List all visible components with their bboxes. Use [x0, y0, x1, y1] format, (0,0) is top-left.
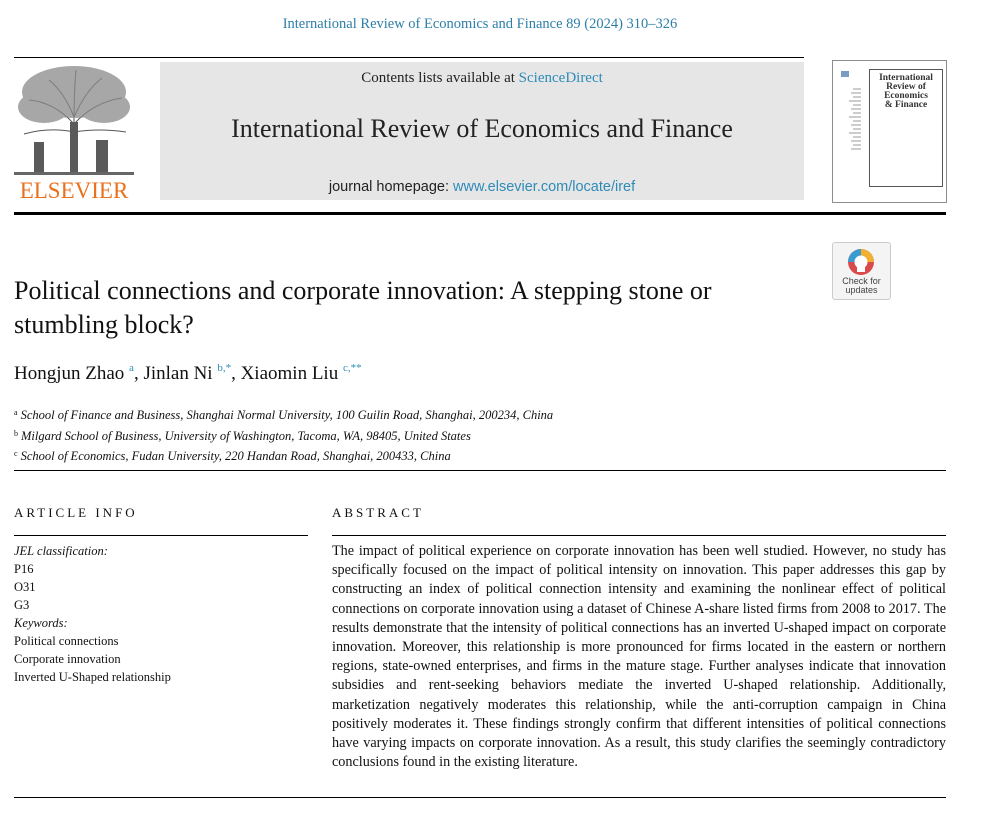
journal-homepage-link[interactable]: www.elsevier.com/locate/iref — [453, 179, 636, 195]
author-name[interactable]: Xiaomin Liu — [240, 363, 339, 384]
contents-prefix: Contents lists available at — [361, 70, 519, 86]
crossmark-icon — [846, 247, 876, 277]
journal-masthead — [160, 62, 804, 200]
elsevier-logo[interactable] — [14, 62, 134, 202]
author-affiliation-marker[interactable]: c,** — [342, 362, 362, 374]
check-for-updates-button[interactable] — [832, 242, 891, 300]
cover-title-line: Economics — [884, 91, 928, 101]
author-separator: , — [231, 363, 241, 384]
jel-code: G3 — [14, 598, 30, 612]
jel-classification-label: JEL classification: — [14, 544, 108, 558]
author-affiliation-marker[interactable]: b,* — [217, 362, 232, 374]
header-rule — [14, 57, 804, 58]
homepage-prefix: journal homepage: — [328, 179, 454, 195]
keyword: Corporate innovation — [14, 652, 121, 666]
article-info-rule — [14, 535, 308, 536]
affiliation-item — [14, 404, 553, 425]
author-list — [14, 362, 362, 385]
author-affiliation-marker[interactable]: a — [129, 362, 134, 374]
bottom-rule — [14, 797, 946, 798]
author-name[interactable]: Hongjun Zhao — [14, 363, 125, 384]
check-label-line1: Check for — [842, 276, 881, 286]
cover-title-box — [869, 69, 943, 187]
affiliation-rule — [14, 470, 946, 471]
abstract-heading: ABSTRACT — [332, 505, 424, 520]
affiliation-marker: b — [14, 428, 18, 438]
author-separator: , — [133, 363, 144, 384]
affiliation-text: Milgard School of Business, University of Washington, Tacoma, WA, 98405, United States — [21, 428, 471, 443]
affiliation-text: School of Economics, Fudan University, 220 Handan Road, Shanghai, 200433, China — [20, 449, 451, 463]
article-info-body — [14, 542, 171, 686]
jel-code: P16 — [14, 562, 34, 576]
journal-citation[interactable]: International Review of Economics and Finance 89 (2024) 310–326 — [282, 16, 678, 32]
homepage-line — [160, 179, 804, 195]
cover-title — [870, 74, 942, 110]
cover-text-lines-icon — [839, 69, 863, 179]
check-label-line2: updates — [845, 285, 878, 295]
elsevier-wordmark: ELSEVIER — [19, 178, 129, 203]
journal-cover-thumbnail[interactable] — [832, 60, 947, 203]
keywords-label: Keywords: — [14, 616, 68, 630]
affiliation-marker: a — [14, 408, 18, 417]
journal-title: International Review of Economics and Finance — [231, 114, 733, 143]
keyword: Political connections — [14, 634, 119, 648]
affiliation-text: School of Finance and Business, Shanghai Normal University, 100 Guilin Road, Shanghai, 200234, China — [20, 408, 554, 422]
article-title: Political connections and corporate innovation: A stepping stone or stumbling block? — [14, 276, 712, 339]
contents-line — [160, 70, 804, 87]
elsevier-tree-icon — [14, 62, 134, 177]
abstract-rule — [332, 535, 946, 536]
abstract-text: The impact of political experience on corporate innovation has been well studied. However, no study has specifically focused on the impact of political intensity on innovation. This paper addresses this gap by constructing an index of political connection intensity and examining the nonlinear effect of political connections on corporate innovation using a dataset of Chinese A-share listed firms from 2008 to 2017. The results demonstrate that the intensity of political connections has an inverted U-shaped impact on corporate innovation. Moreover, this relationship is more pronounced for firms located in the eastern or northern regions, state-owned enterprises, and firms in the mature stage. Further analyses indicate that innovation subsidies and rent-seeking behaviors mediate the inverted U-shaped relationship. Additionally, marketization negatively moderates this relationship, while the anti-corruption campaign in China positively moderates it. These findings strongly confirm that different intensities of political connections have varying impacts on corporate innovation. As a result, this study clarifies the seemingly contradictory conclusions found in the existing literature. — [332, 543, 946, 771]
affiliation-list — [14, 404, 553, 466]
author-name[interactable]: Jinlan Ni — [143, 363, 213, 384]
cover-title-line: & Finance — [884, 100, 928, 110]
affiliation-item — [14, 445, 553, 466]
cover-title-line: International — [879, 73, 933, 83]
article-info-heading: ARTICLE INFO — [14, 505, 138, 520]
sciencedirect-link[interactable]: ScienceDirect — [518, 70, 603, 86]
keyword: Inverted U-Shaped relationship — [14, 670, 171, 684]
cover-title-line: Review of — [886, 82, 926, 92]
jel-code: O31 — [14, 580, 36, 594]
affiliation-marker: c — [14, 449, 18, 458]
header-thick-rule — [14, 212, 946, 215]
check-for-updates-label — [833, 277, 890, 295]
affiliation-item — [14, 425, 553, 446]
